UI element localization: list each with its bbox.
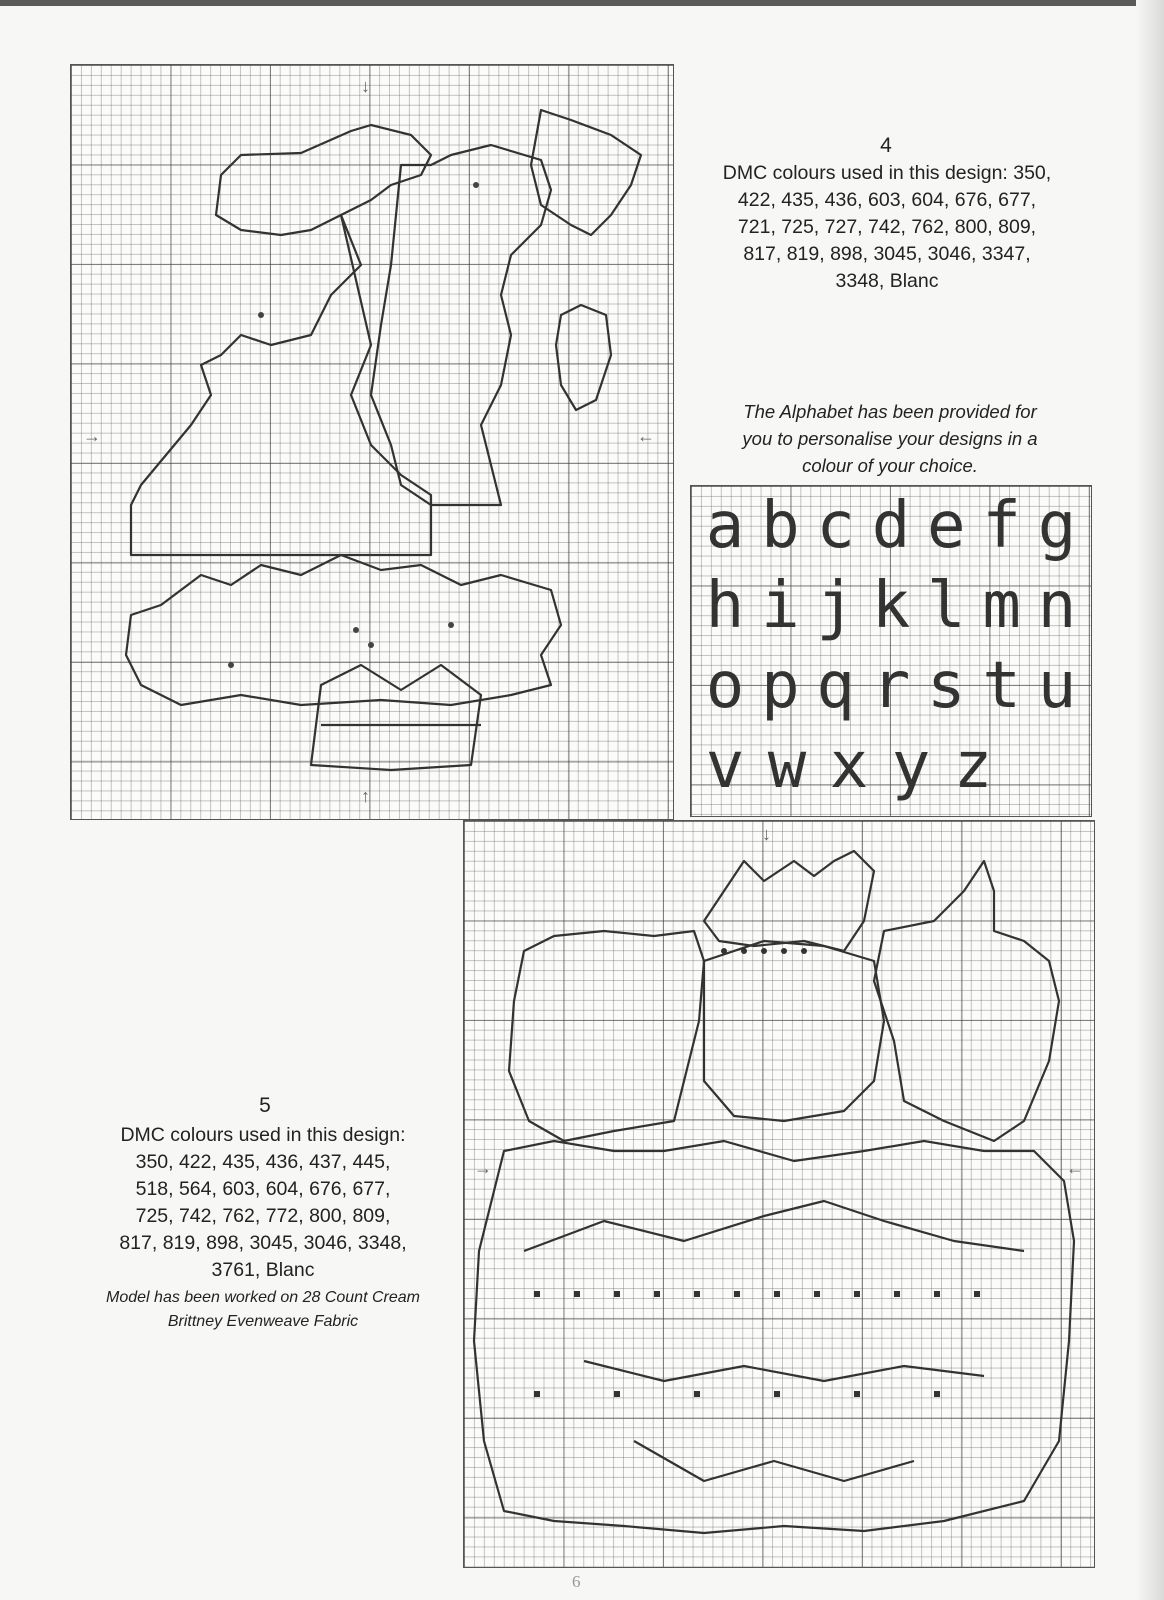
letter: x — [829, 729, 869, 803]
letter: j — [816, 569, 855, 643]
alphabet-row — [691, 486, 1091, 566]
alphabet-row — [691, 726, 1091, 806]
centre-arrow-top: ↓ — [361, 76, 370, 96]
letter: s — [927, 649, 966, 723]
colours-line: 350, 422, 435, 436, 437, 445, — [135, 1151, 391, 1173]
colours-line: 3348, Blanc — [835, 270, 939, 292]
letter: d — [871, 489, 911, 563]
letter: a — [705, 489, 745, 563]
chart-design-4 — [70, 64, 674, 820]
design-5-colours — [72, 1122, 454, 1284]
design-4-outline — [71, 65, 673, 819]
letter: h — [705, 569, 745, 643]
centre-arrow-right: ← — [1066, 1158, 1084, 1178]
centre-arrow-top: ↓ — [762, 824, 771, 844]
colours-line: 721, 725, 727, 742, 762, 800, 809, — [737, 216, 1037, 238]
note-line: colour of your choice. — [802, 455, 978, 476]
alphabet-note — [688, 398, 1092, 479]
colours-line: 817, 819, 898, 3045, 3046, 3347, — [743, 243, 1031, 265]
letter: o — [705, 649, 745, 723]
fabric-line: Brittney Evenweave Fabric — [167, 1313, 359, 1330]
letter: z — [953, 729, 993, 803]
centre-arrow-bottom: ↑ — [361, 786, 370, 806]
binding-edge — [1136, 0, 1164, 1600]
letter: c — [816, 489, 855, 563]
alphabet-row — [691, 566, 1091, 646]
letter: k — [871, 569, 911, 643]
letter: v — [705, 729, 745, 803]
note-line: you to personalise your designs in a — [742, 428, 1038, 449]
centre-arrow-right: ← — [637, 426, 655, 446]
colours-line: 3761, Blanc — [211, 1259, 315, 1281]
letter: y — [891, 729, 931, 803]
letter: i — [761, 569, 800, 643]
letter: r — [871, 649, 911, 723]
alphabet-chart — [690, 485, 1092, 817]
letter: g — [1037, 489, 1077, 563]
letter: q — [816, 649, 855, 723]
design-5-outline — [464, 821, 1094, 1567]
letter: f — [982, 489, 1021, 563]
top-rule — [0, 0, 1164, 6]
letter: w — [767, 729, 807, 803]
alphabet-row — [691, 646, 1091, 726]
note-line: The Alphabet has been provided for — [743, 401, 1037, 422]
fabric-line: Model has been worked on 28 Count Cream — [106, 1289, 420, 1306]
colours-line: DMC colours used in this design: — [120, 1124, 406, 1146]
letter: n — [1037, 569, 1077, 643]
letter: m — [982, 569, 1021, 643]
design-4-number: 4 — [880, 134, 892, 157]
colours-line: 422, 435, 436, 603, 604, 676, 677, — [737, 189, 1037, 211]
colours-line: 725, 742, 762, 772, 800, 809, — [135, 1205, 391, 1227]
chart-design-5 — [463, 820, 1095, 1568]
colours-line: DMC colours used in this design: 350, — [722, 162, 1052, 184]
letter: l — [927, 569, 966, 643]
centre-arrow-left: → — [83, 426, 101, 446]
letter: t — [982, 649, 1021, 723]
colours-line: 518, 564, 603, 604, 676, 677, — [135, 1178, 391, 1200]
letter: e — [927, 489, 966, 563]
centre-arrow-left: → — [474, 1158, 492, 1178]
design-4-colours — [682, 160, 1092, 295]
colours-line: 817, 819, 898, 3045, 3046, 3348, — [119, 1232, 407, 1254]
fabric-note — [72, 1286, 454, 1334]
letter: b — [761, 489, 800, 563]
design-5-number: 5 — [259, 1094, 271, 1117]
letter: u — [1037, 649, 1077, 723]
letter: p — [761, 649, 800, 723]
page-number: 6 — [572, 1572, 581, 1591]
alphabet-letters — [691, 486, 1091, 806]
